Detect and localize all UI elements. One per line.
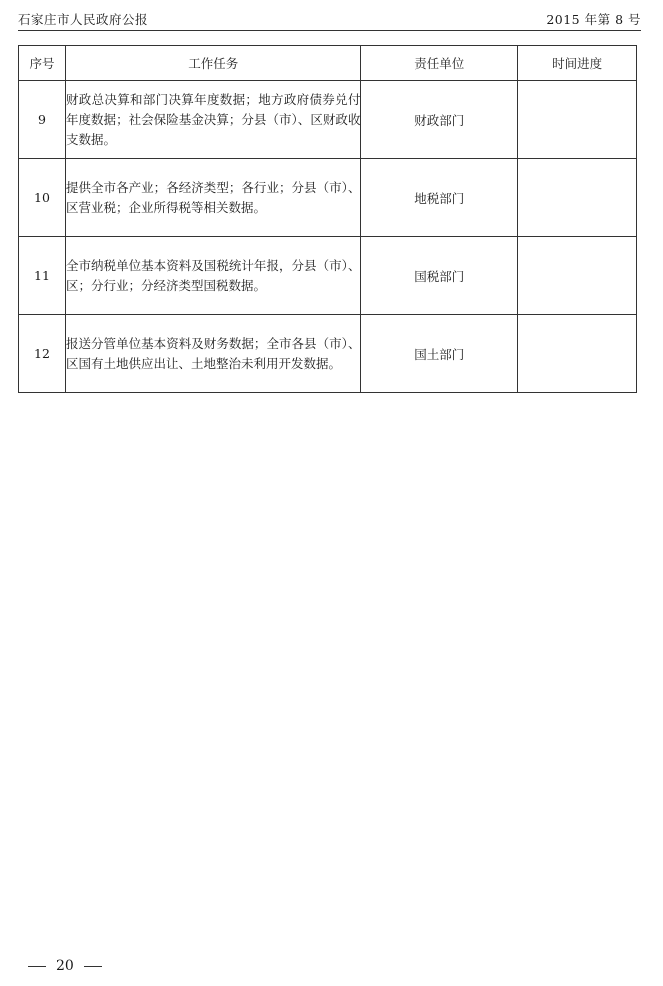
row-task: 财政总决算和部门决算年度数据；地方政府债券兑付年度数据；社会保险基金决算；分县（市）、区财政收支数据。	[65, 81, 361, 159]
row-number: 11	[19, 237, 66, 315]
issue-number: 2015 年第 8 号	[546, 12, 641, 27]
publication-title: 石家庄市人民政府公报	[18, 12, 149, 27]
table-row	[19, 159, 637, 237]
footer-dash-right	[84, 966, 102, 967]
row-number: 9	[19, 81, 66, 159]
row-number: 10	[19, 159, 66, 237]
table-header-row	[19, 46, 637, 81]
table-row	[19, 237, 637, 315]
row-department: 地税部门	[361, 159, 518, 237]
column-header-number: 序号	[19, 46, 66, 81]
page-header	[18, 6, 641, 31]
row-number: 12	[19, 315, 66, 393]
row-department: 国土部门	[361, 315, 518, 393]
page-footer	[28, 958, 102, 974]
column-header-department: 责任单位	[361, 46, 518, 81]
row-progress	[518, 315, 637, 393]
row-task: 全市纳税单位基本资料及国税统计年报，分县（市）、区；分行业；分经济类型国税数据。	[65, 237, 361, 315]
task-table	[18, 45, 637, 393]
row-progress	[518, 159, 637, 237]
row-department: 国税部门	[361, 237, 518, 315]
row-task: 提供全市各产业；各经济类型；各行业；分县（市）、区营业税；企业所得税等相关数据。	[65, 159, 361, 237]
row-progress	[518, 237, 637, 315]
footer-dash-left	[28, 966, 46, 967]
column-header-task: 工作任务	[65, 46, 361, 81]
row-progress	[518, 81, 637, 159]
row-task: 报送分管单位基本资料及财务数据；全市各县（市）、区国有土地供应出让、土地整治未利用开发数据。	[65, 315, 361, 393]
table-row	[19, 81, 637, 159]
page-number: 20	[56, 958, 74, 974]
row-department: 财政部门	[361, 81, 518, 159]
table-row	[19, 315, 637, 393]
column-header-progress: 时间进度	[518, 46, 637, 81]
